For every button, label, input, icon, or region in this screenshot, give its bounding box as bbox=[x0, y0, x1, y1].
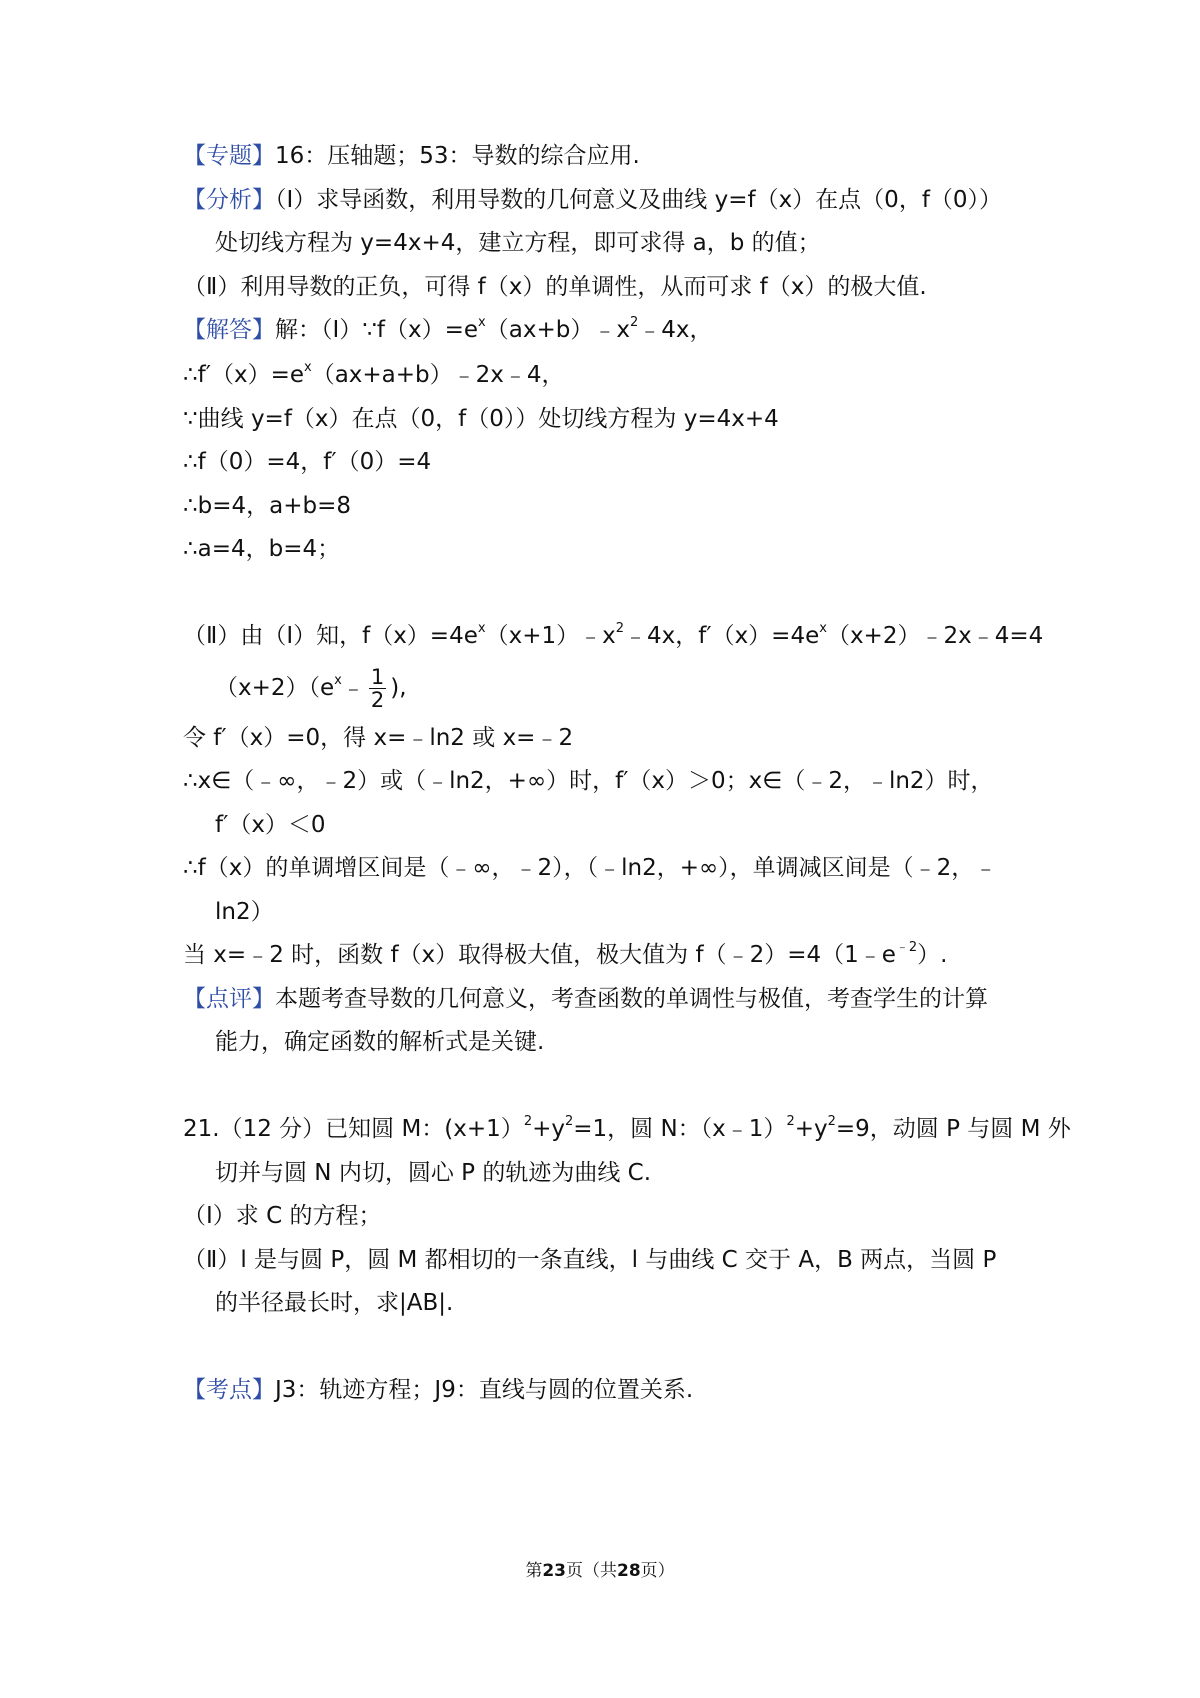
comment-tag: 【点评】 bbox=[183, 986, 275, 1012]
comment-line-2: 能力，确定函数的解析式是关键. bbox=[215, 1029, 545, 1055]
topic-tag: 【专题】 bbox=[183, 143, 275, 169]
solution-part2-line-8: 当 x=﹣2 时，函数 f（x）取得极大值，极大值为 $f(﹣2)=4(1﹣e^{﹣2})$. bbox=[183, 940, 948, 968]
solution-part2-line-5: f′（x）＜0 bbox=[215, 812, 326, 838]
solution-part2-line-6: ∴f（x）的单调增区间是（﹣∞，﹣2），（﹣ln2，+∞），单调减区间是（﹣2，﹣ bbox=[183, 855, 998, 881]
solution-part2-line-4: ∴x∈（﹣∞，﹣2）或（﹣ln2，+∞）时，f′（x）＞0；x∈（﹣2，﹣ln2）时， bbox=[183, 768, 994, 794]
knowledge-point-line: 【考点】J3：轨迹方程；J9：直线与圆的位置关系. bbox=[183, 1377, 694, 1403]
topic-line: 【专题】16：压轴题；53：导数的综合应用. bbox=[183, 143, 640, 169]
page-footer: 第23页（共28页） bbox=[525, 1561, 675, 1581]
problem-21-line-2: 切并与圆 N 内切，圆心 P 的轨迹为曲线 C. bbox=[215, 1160, 652, 1186]
page-total: 28 bbox=[617, 1561, 641, 1581]
solution-line-4: ∴f（0）=4，f′（0）=4 bbox=[183, 449, 432, 475]
problem-21-part2-line-1: （Ⅱ）l 是与圆 P，圆 M 都相切的一条直线，l 与曲线 C 交于 A，B 两点，当圆 P bbox=[183, 1247, 997, 1273]
comment-line-1: 【点评】本题考查导数的几何意义，考查函数的单调性与极值，考查学生的计算 bbox=[183, 986, 988, 1012]
problem-21-part2-line-2: 的半径最长时，求|AB|. bbox=[215, 1290, 454, 1316]
solution-line-3: ∵曲线 y=f（x）在点（0，f（0））处切线方程为 y=4x+4 bbox=[183, 406, 779, 432]
solution-part2-line-2: $(x+2)(e^x﹣$ $\frac{1}{2}$ ), bbox=[215, 665, 407, 712]
solution-line-5: ∴b=4，a+b=8 bbox=[183, 493, 352, 519]
solution-line-1: 【解答】解：$(Ⅰ)\because f(x)=e^x(ax+b)﹣x^2﹣4x$， bbox=[183, 315, 713, 343]
solution-tag: 【解答】 bbox=[183, 317, 275, 343]
problem-21-part1: （Ⅰ）求 C 的方程； bbox=[183, 1203, 382, 1229]
analysis-tag: 【分析】 bbox=[183, 187, 275, 213]
solution-line-6: ∴a=4，b=4； bbox=[183, 536, 341, 562]
page-number: 23 bbox=[542, 1561, 566, 1581]
analysis-line-1: 【分析】（Ⅰ）求导函数，利用导数的几何意义及曲线 y=f（x）在点（0，f（0）） bbox=[183, 187, 1003, 213]
solution-part2-line-1: （Ⅱ）由（Ⅰ）知，$f(x)=4e^x(x+1)﹣x^2﹣4x$，$f'(x)=4e^x(x+2)﹣2x﹣4=4$ bbox=[183, 621, 1044, 649]
knowledge-point-tag: 【考点】 bbox=[183, 1377, 275, 1403]
solution-part2-line-3: 令 f′（x）=0，得 x=﹣ln2 或 x=﹣2 bbox=[183, 725, 574, 751]
solution-part2-line-7: ln2） bbox=[215, 899, 274, 925]
problem-21-line-1: 21.（12 分）已知圆 M：$(x+1)^2+y^2=1$，圆 N：$(x﹣1)^2+y^2=9$，动圆 P 与圆 M 外 bbox=[183, 1114, 1071, 1142]
analysis-line-3: （Ⅱ）利用导数的正负，可得 f（x）的单调性，从而可求 f（x）的极大值. bbox=[183, 274, 927, 300]
analysis-line-2: 处切线方程为 y=4x+4，建立方程，即可求得 a，b 的值； bbox=[215, 230, 821, 256]
solution-line-2: $\therefore f'(x)=e^x(ax+a+b)﹣2x﹣4$， bbox=[183, 360, 565, 388]
fraction-one-half: $\frac{1}{2}$ bbox=[370, 665, 385, 712]
